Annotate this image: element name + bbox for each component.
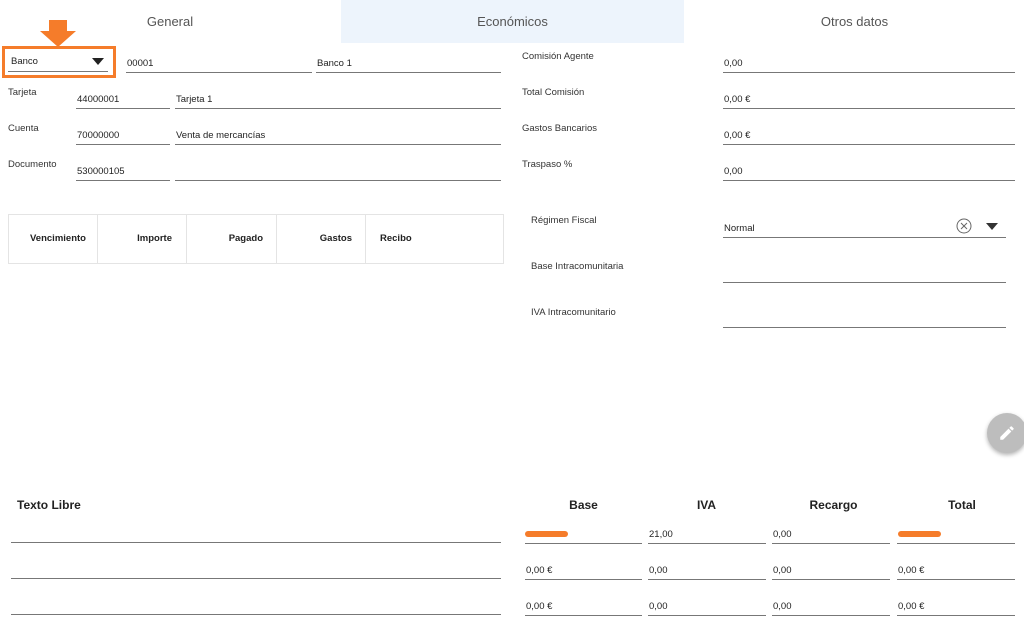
total-comision-field[interactable]: 0,00 € — [723, 91, 1015, 109]
cuenta-name-field[interactable]: Venta de mercancías — [175, 127, 501, 145]
totals-row-1-iva[interactable]: 21,00 — [648, 526, 766, 544]
regimen-fiscal-select[interactable] — [723, 218, 1006, 238]
gastos-bancarios-field[interactable]: 0,00 € — [723, 127, 1015, 145]
comision-agente-field[interactable]: 0,00 — [723, 55, 1015, 73]
redaction-mark — [898, 531, 941, 537]
totals-row-3-total[interactable]: 0,00 € — [897, 598, 1015, 616]
documento-name-field[interactable] — [175, 163, 501, 181]
totals-row-2-recargo[interactable]: 0,00 — [772, 562, 890, 580]
texto-libre-line-3[interactable] — [11, 614, 501, 615]
totals-row-1-recargo[interactable]: 0,00 — [772, 526, 890, 544]
pencil-icon — [998, 424, 1016, 442]
column-gastos[interactable]: Gastos — [277, 215, 366, 263]
comision-agente-label: Comisión Agente — [522, 51, 594, 62]
tarjeta-name-field[interactable]: Tarjeta 1 — [175, 91, 501, 109]
totals-row-2-total[interactable]: 0,00 € — [897, 562, 1015, 580]
edit-button[interactable] — [987, 413, 1024, 453]
totals-row-3-base[interactable]: 0,00 € — [525, 598, 642, 616]
tab-general[interactable]: General — [146, 14, 194, 29]
totals-header-total: Total — [948, 498, 976, 512]
type-select-value: Banco — [11, 56, 38, 67]
column-importe[interactable]: Importe — [98, 215, 187, 263]
totals-row-3-recargo[interactable]: 0,00 — [772, 598, 890, 616]
traspaso-label: Traspaso % — [522, 159, 573, 170]
texto-libre-line-1[interactable] — [11, 542, 501, 543]
texto-libre-label: Texto Libre — [17, 498, 81, 512]
totals-row-3-iva[interactable]: 0,00 — [648, 598, 766, 616]
totals-row-2-base[interactable]: 0,00 € — [525, 562, 642, 580]
base-intracomunitaria-field[interactable] — [723, 265, 1006, 283]
code-field[interactable]: 00001 — [126, 55, 312, 73]
tarjeta-code-field[interactable]: 44000001 — [76, 91, 170, 109]
traspaso-field[interactable]: 0,00 — [723, 163, 1015, 181]
column-pagado[interactable]: Pagado — [187, 215, 277, 263]
iva-intracomunitario-field[interactable] — [723, 310, 1006, 328]
base-intracomunitaria-label: Base Intracomunitaria — [531, 261, 624, 272]
column-vencimiento[interactable]: Vencimiento — [9, 215, 98, 263]
documento-label: Documento — [8, 159, 57, 170]
column-recibo[interactable]: Recibo — [380, 233, 412, 244]
totals-row-2-iva[interactable]: 0,00 — [648, 562, 766, 580]
regimen-fiscal-value: Normal — [724, 223, 755, 234]
texto-libre-line-2[interactable] — [11, 578, 501, 579]
iva-intracomunitario-label: IVA Intracomunitario — [531, 307, 616, 318]
code-name-field[interactable]: Banco 1 — [316, 55, 501, 73]
redaction-mark — [525, 531, 568, 537]
tarjeta-label: Tarjeta — [8, 87, 37, 98]
due-dates-table — [8, 214, 504, 264]
tab-otros-datos[interactable]: Otros datos — [820, 14, 889, 29]
type-select[interactable] — [8, 52, 108, 72]
gastos-bancarios-label: Gastos Bancarios — [522, 123, 597, 134]
highlight-arrow-icon — [38, 20, 78, 48]
total-comision-label: Total Comisión — [522, 87, 585, 98]
tab-economicos[interactable]: Económicos — [341, 0, 684, 43]
cuenta-label: Cuenta — [8, 123, 39, 134]
chevron-down-icon[interactable] — [986, 223, 998, 230]
totals-header-recargo: Recargo — [809, 498, 858, 512]
totals-header-iva: IVA — [696, 498, 717, 512]
regimen-fiscal-label: Régimen Fiscal — [531, 215, 597, 226]
totals-header-base: Base — [569, 498, 598, 512]
clear-icon[interactable] — [956, 218, 972, 234]
documento-code-field[interactable]: 530000105 — [76, 163, 170, 181]
dropdown-arrow-icon[interactable] — [92, 58, 104, 65]
cuenta-code-field[interactable]: 70000000 — [76, 127, 170, 145]
